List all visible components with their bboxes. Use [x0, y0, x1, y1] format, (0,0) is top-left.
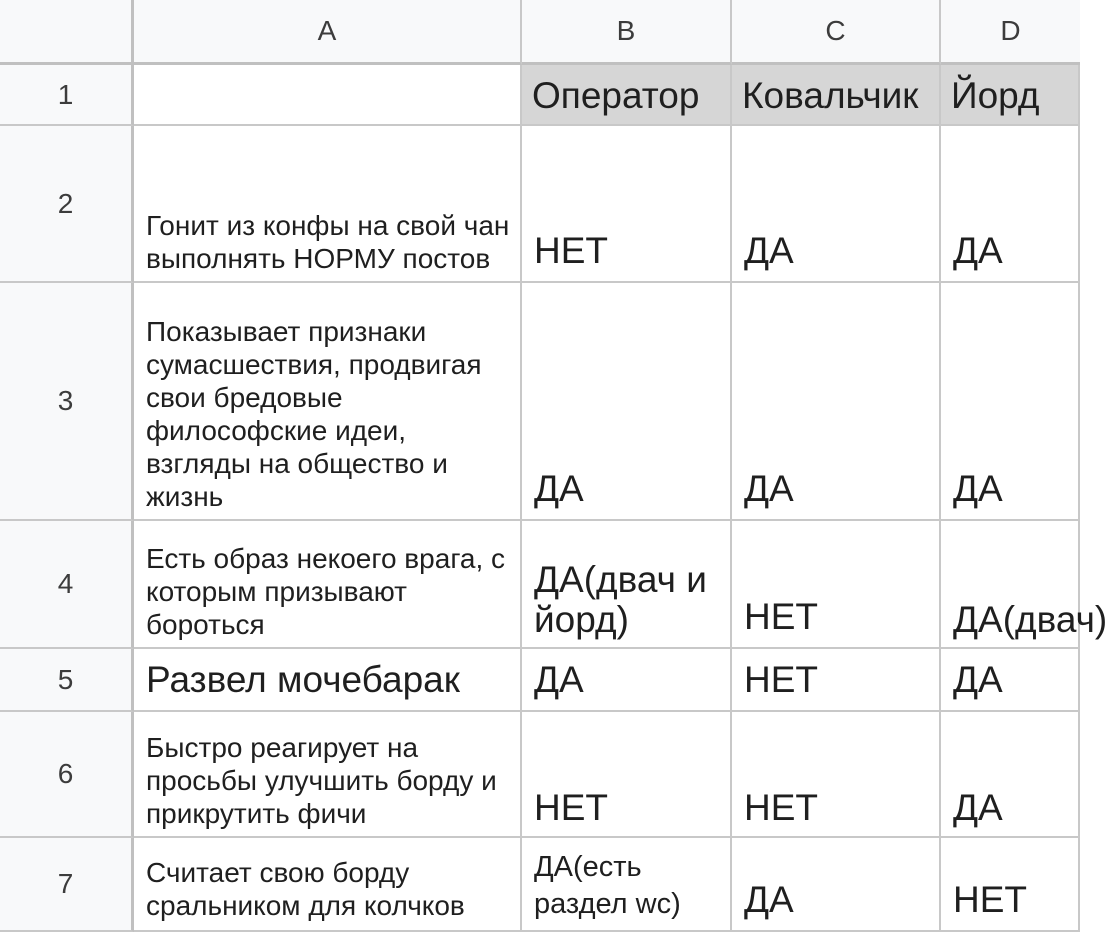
- cell-d5[interactable]: ДА: [941, 649, 1080, 712]
- cell-a7[interactable]: Считает свою борду сральником для колчков: [134, 838, 522, 932]
- column-header-a[interactable]: A: [134, 0, 522, 65]
- cell-b1-operator[interactable]: Оператор: [522, 65, 732, 126]
- cell-d7[interactable]: НЕТ: [941, 838, 1080, 932]
- cell-a1[interactable]: [134, 65, 522, 126]
- cell-d1-jord[interactable]: Йорд: [941, 65, 1080, 126]
- column-header-d[interactable]: D: [941, 0, 1080, 65]
- select-all-corner[interactable]: [0, 0, 134, 65]
- row-header-6[interactable]: 6: [0, 712, 134, 838]
- cell-c3[interactable]: ДА: [732, 283, 941, 521]
- row-header-1[interactable]: 1: [0, 65, 134, 126]
- row-header-2[interactable]: 2: [0, 126, 134, 283]
- cell-a4[interactable]: Есть образ некоего врага, с которым призывают бороться: [134, 521, 522, 649]
- cell-a5[interactable]: Развел мочебарак: [134, 649, 522, 712]
- cell-a3[interactable]: Показывает признаки сумасшествия, продвигая свои бредовые философские идеи, взгляды на общество и жизнь: [134, 283, 522, 521]
- cell-c5[interactable]: НЕТ: [732, 649, 941, 712]
- cell-b2[interactable]: НЕТ: [522, 126, 732, 283]
- cell-a6[interactable]: Быстро реагирует на просьбы улучшить борду и прикрутить фичи: [134, 712, 522, 838]
- cell-d3[interactable]: ДА: [941, 283, 1080, 521]
- row-header-4[interactable]: 4: [0, 521, 134, 649]
- row-header-3[interactable]: 3: [0, 283, 134, 521]
- cell-b4[interactable]: ДА(двач и йорд): [522, 521, 732, 649]
- cell-b5[interactable]: ДА: [522, 649, 732, 712]
- cell-c2[interactable]: ДА: [732, 126, 941, 283]
- row-header-5[interactable]: 5: [0, 649, 134, 712]
- cell-d4[interactable]: ДА(двач): [941, 521, 1080, 649]
- cell-c6[interactable]: НЕТ: [732, 712, 941, 838]
- row-header-7[interactable]: 7: [0, 838, 134, 932]
- column-header-b[interactable]: B: [522, 0, 732, 65]
- cell-d2[interactable]: ДА: [941, 126, 1080, 283]
- cell-b7[interactable]: ДА(есть раздел wc): [522, 838, 732, 932]
- cell-d6[interactable]: ДА: [941, 712, 1080, 838]
- cell-b6[interactable]: НЕТ: [522, 712, 732, 838]
- cell-c4[interactable]: НЕТ: [732, 521, 941, 649]
- cell-b3[interactable]: ДА: [522, 283, 732, 521]
- column-header-c[interactable]: C: [732, 0, 941, 65]
- cell-a2[interactable]: Гонит из конфы на свой чан выполнять НОРМУ постов: [134, 126, 522, 283]
- cell-c1-kovalchik[interactable]: Ковальчик: [732, 65, 941, 126]
- cell-c7[interactable]: ДА: [732, 838, 941, 932]
